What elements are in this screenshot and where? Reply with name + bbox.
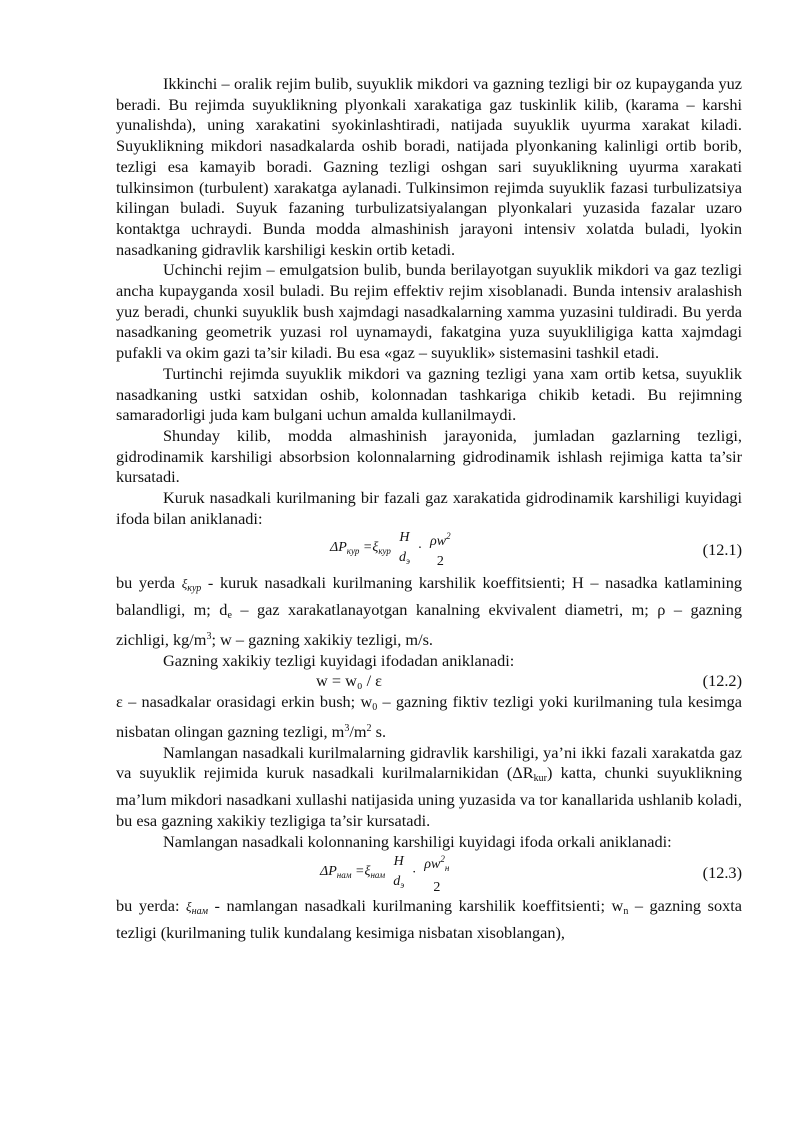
eq3-frac1-den-sub: э [400,880,405,891]
paragraph-wet-packing [116,743,742,832]
superscript: 2 [366,722,372,734]
eq3-frac2-num: ρw [424,857,441,873]
xi-sub: кур [187,583,202,595]
paragraph-real-velocity-intro: Gazning xakikiy tezligi kuyidagi ifodadan aniklanadi: [163,650,515,670]
text-span: – gazning fiktiv tezligi yoki kurilmaning tula kesimga nisbatan olingan gazning tezligi, m [116,692,742,741]
eq3-frac2-den: 2 [433,880,441,896]
eq3-fraction-h-over-d [391,855,407,892]
paragraph-dry-packing-intro: Kuruk nasadkali kurilmaning bir fazali gaz xarakatida gidrodinamik karshiligi kuyidagi ifoda bilan aniklanadi: [116,488,742,528]
eq3-frac2-num-sup: 2 [440,854,445,865]
text-span: /m [349,721,367,741]
equation-12-1 [116,529,742,573]
eq1-lhs-sub: кур [346,545,360,556]
eq3-fraction-rhown2-over-2 [421,852,452,895]
text-span: bu yerda: [116,896,187,916]
eq1-frac2-num: ρw [430,534,447,550]
xi-symbol: ξ [186,899,192,915]
paragraph-wet-column-intro: Namlangan nasadkali kolonnaning karshiligi kuyidagi ifoda orkali aniklanadi: [163,831,672,851]
xi-sub: нам [191,906,208,918]
equation-12-3 [116,852,742,896]
eq3-coef: ξ [364,864,371,880]
superscript: 3 [344,722,350,734]
paragraph-eq1-explanation [116,573,742,650]
equation-12-2-formula: w = w₀ / ε [316,671,383,691]
paragraph-mode-four: Turtinchi rejimda suyuklik mikdori va gazning tezligi yana xam ortib ketsa, suyuklik nasadkaning ustki satxidan oshib, kolonnadan tashkariga chikib ketadi. Bu rejimning samaradorligi juda kam bulgani uchun amalda kullanilmaydi. [116,363,742,425]
eq1-dot: · [418,541,422,557]
eq1-coef: ξ [372,539,379,555]
eq1-equals: = [362,539,373,555]
text-span: Namlangan nasadkali kurilmalarning gidravlik karshiligi, ya’ni ikki fazali xarakatda gaz va suyuklik rejimida kuruk nasadkali kurilmalarnikidan (ΔR [116,742,742,783]
eq3-frac1-den: d [393,874,401,890]
eq3-frac2-num-sub: н [444,863,450,874]
eq1-frac2-den: 2 [436,554,444,570]
equation-number-12-2: (12.2) [702,671,742,691]
paragraph-mode-two: Ikkinchi – oralik rejim bulib, suyuklik mikdori va gazning tezligi bir oz kupayganda yuz beradi. Bu rejimda suyuklikning plyonkali xarakatiga gaz tuskinlik kilib, (karama – karshi yunalishda), uning xarakatini syokinlashtiradi, natijada suyuklik uyurma xarakat kiladi. Suyuklikning mikdori nasadkalarda oshib boradi, natijada plyonkaning kalinligi ortib borib, tezligi esa kamayib boradi. Gazning tezligi oshgan sari suyuklikning uyurma xarakati tulkinsimon (turbulent) xarakatga aylanadi. Tulkinsimon rejimda suyuklik fazasi turbulizatsiya kilingan buladi. Suyuk fazaning turbulizatsiyalangan plyonkalari yuzasida fazalar uzaro kontaktga uchraydi. Bunda modda almashinish jarayoni intensiv xolatda buladi, lyokin nasadkaning gidravlik karshiligi keskin ortib ketadi. [116,74,742,259]
text-span: - namlangan nasadkali kurilmaning karshilik koeffitsienti; w [207,896,624,916]
eq3-lhs: ΔP [320,864,337,880]
text-span: - kuruk nasadkali kurilmaning karshilik koeffitsienti; H – nasadka katlamining balandligi, m; d [116,573,743,620]
eq1-frac2-num-sup: 2 [446,531,451,542]
paragraph-mode-three: Uchinchi rejim – emulgatsion bulib, bunda berilayotgan suyuklik mikdori va gaz tezligi ancha kupayganda xosil buladi. Bu rejim effektiv rejim xisoblanadi. Bunda intensiv aralashish yuz beradi, chunki suyuklik bush xajmdagi nasadkalarning xamma yuzasini tuldiradi. Bu yerda nasadkaning geometrik yuzasi rol uynamaydi, fakatgina yuza suyukliligiga katta xajmdagi pufakli va okim gazi ta’sir kiladi. Bu esa «gaz – suyuklik» sistemasini tashkil etadi. [116,260,742,363]
subscript: 0 [372,702,378,714]
subscript: e [227,610,232,622]
eq3-frac1-num: H [393,854,404,870]
eq1-fraction-h-over-d [396,531,412,568]
text-span: bu yerda [116,573,182,593]
equation-number-12-1: (12.1) [702,540,742,560]
subscript: kur [533,773,547,785]
equation-12-3-formula [320,852,454,895]
eq1-coef-sub: кур [378,545,391,556]
text-span: ε – nasadkalar orasidagi erkin bush; w [116,692,373,712]
text-span: ; w – gazning xakikiy tezligi, m/s. [211,629,434,649]
eq3-lhs-sub: нам [336,870,352,881]
superscript: 3 [206,630,212,642]
eq1-frac1-num: H [399,529,410,545]
text-span: s. [371,721,387,741]
document-page [116,74,742,944]
text-span: – gaz xarakatlanayotgan kanalning ekvivalent diametri, m; ρ – gazning zichligi, kg/m [116,600,742,649]
subscript: n [623,906,629,918]
paragraph-eq3-explanation [116,896,742,943]
paragraph-summary: Shunday kilib, modda almashinish jarayonida, jumladan gazlarning tezligi, gidrodinamik karshiligi absorbsion kolonnalarning gidrodinamik ishlash rejimiga katta ta’sir kursatadi. [116,425,742,487]
equation-number-12-3: (12.3) [702,863,742,883]
eq1-lhs: ΔP [330,539,347,555]
equation-12-1-formula [330,529,456,569]
eq3-dot: · [412,865,416,881]
eq3-coef-sub: нам [370,870,386,881]
eq1-frac1-den: d [399,549,406,565]
equation-12-2 [116,671,742,692]
paragraph-eq2-explanation [116,692,742,742]
eq3-equals: = [355,864,365,880]
xi-symbol: ξ [181,576,188,592]
eq1-fraction-rhow2-over-2 [427,529,454,569]
text-span: – gazning soxta tezligi (kurilmaning tulik kundalang kesimiga nisbatan xisoblangan), [116,896,742,942]
eq1-frac1-den-sub: э [406,555,410,566]
text-span: ) katta, chunki suyuklikning ma’lum mikdori nasadkani xullashi natijasida uning yuzasida va tor kanallarida ushlanib koladi, bu esa gazning xakikiy tezligiga ta’sir kursatadi. [116,763,742,830]
